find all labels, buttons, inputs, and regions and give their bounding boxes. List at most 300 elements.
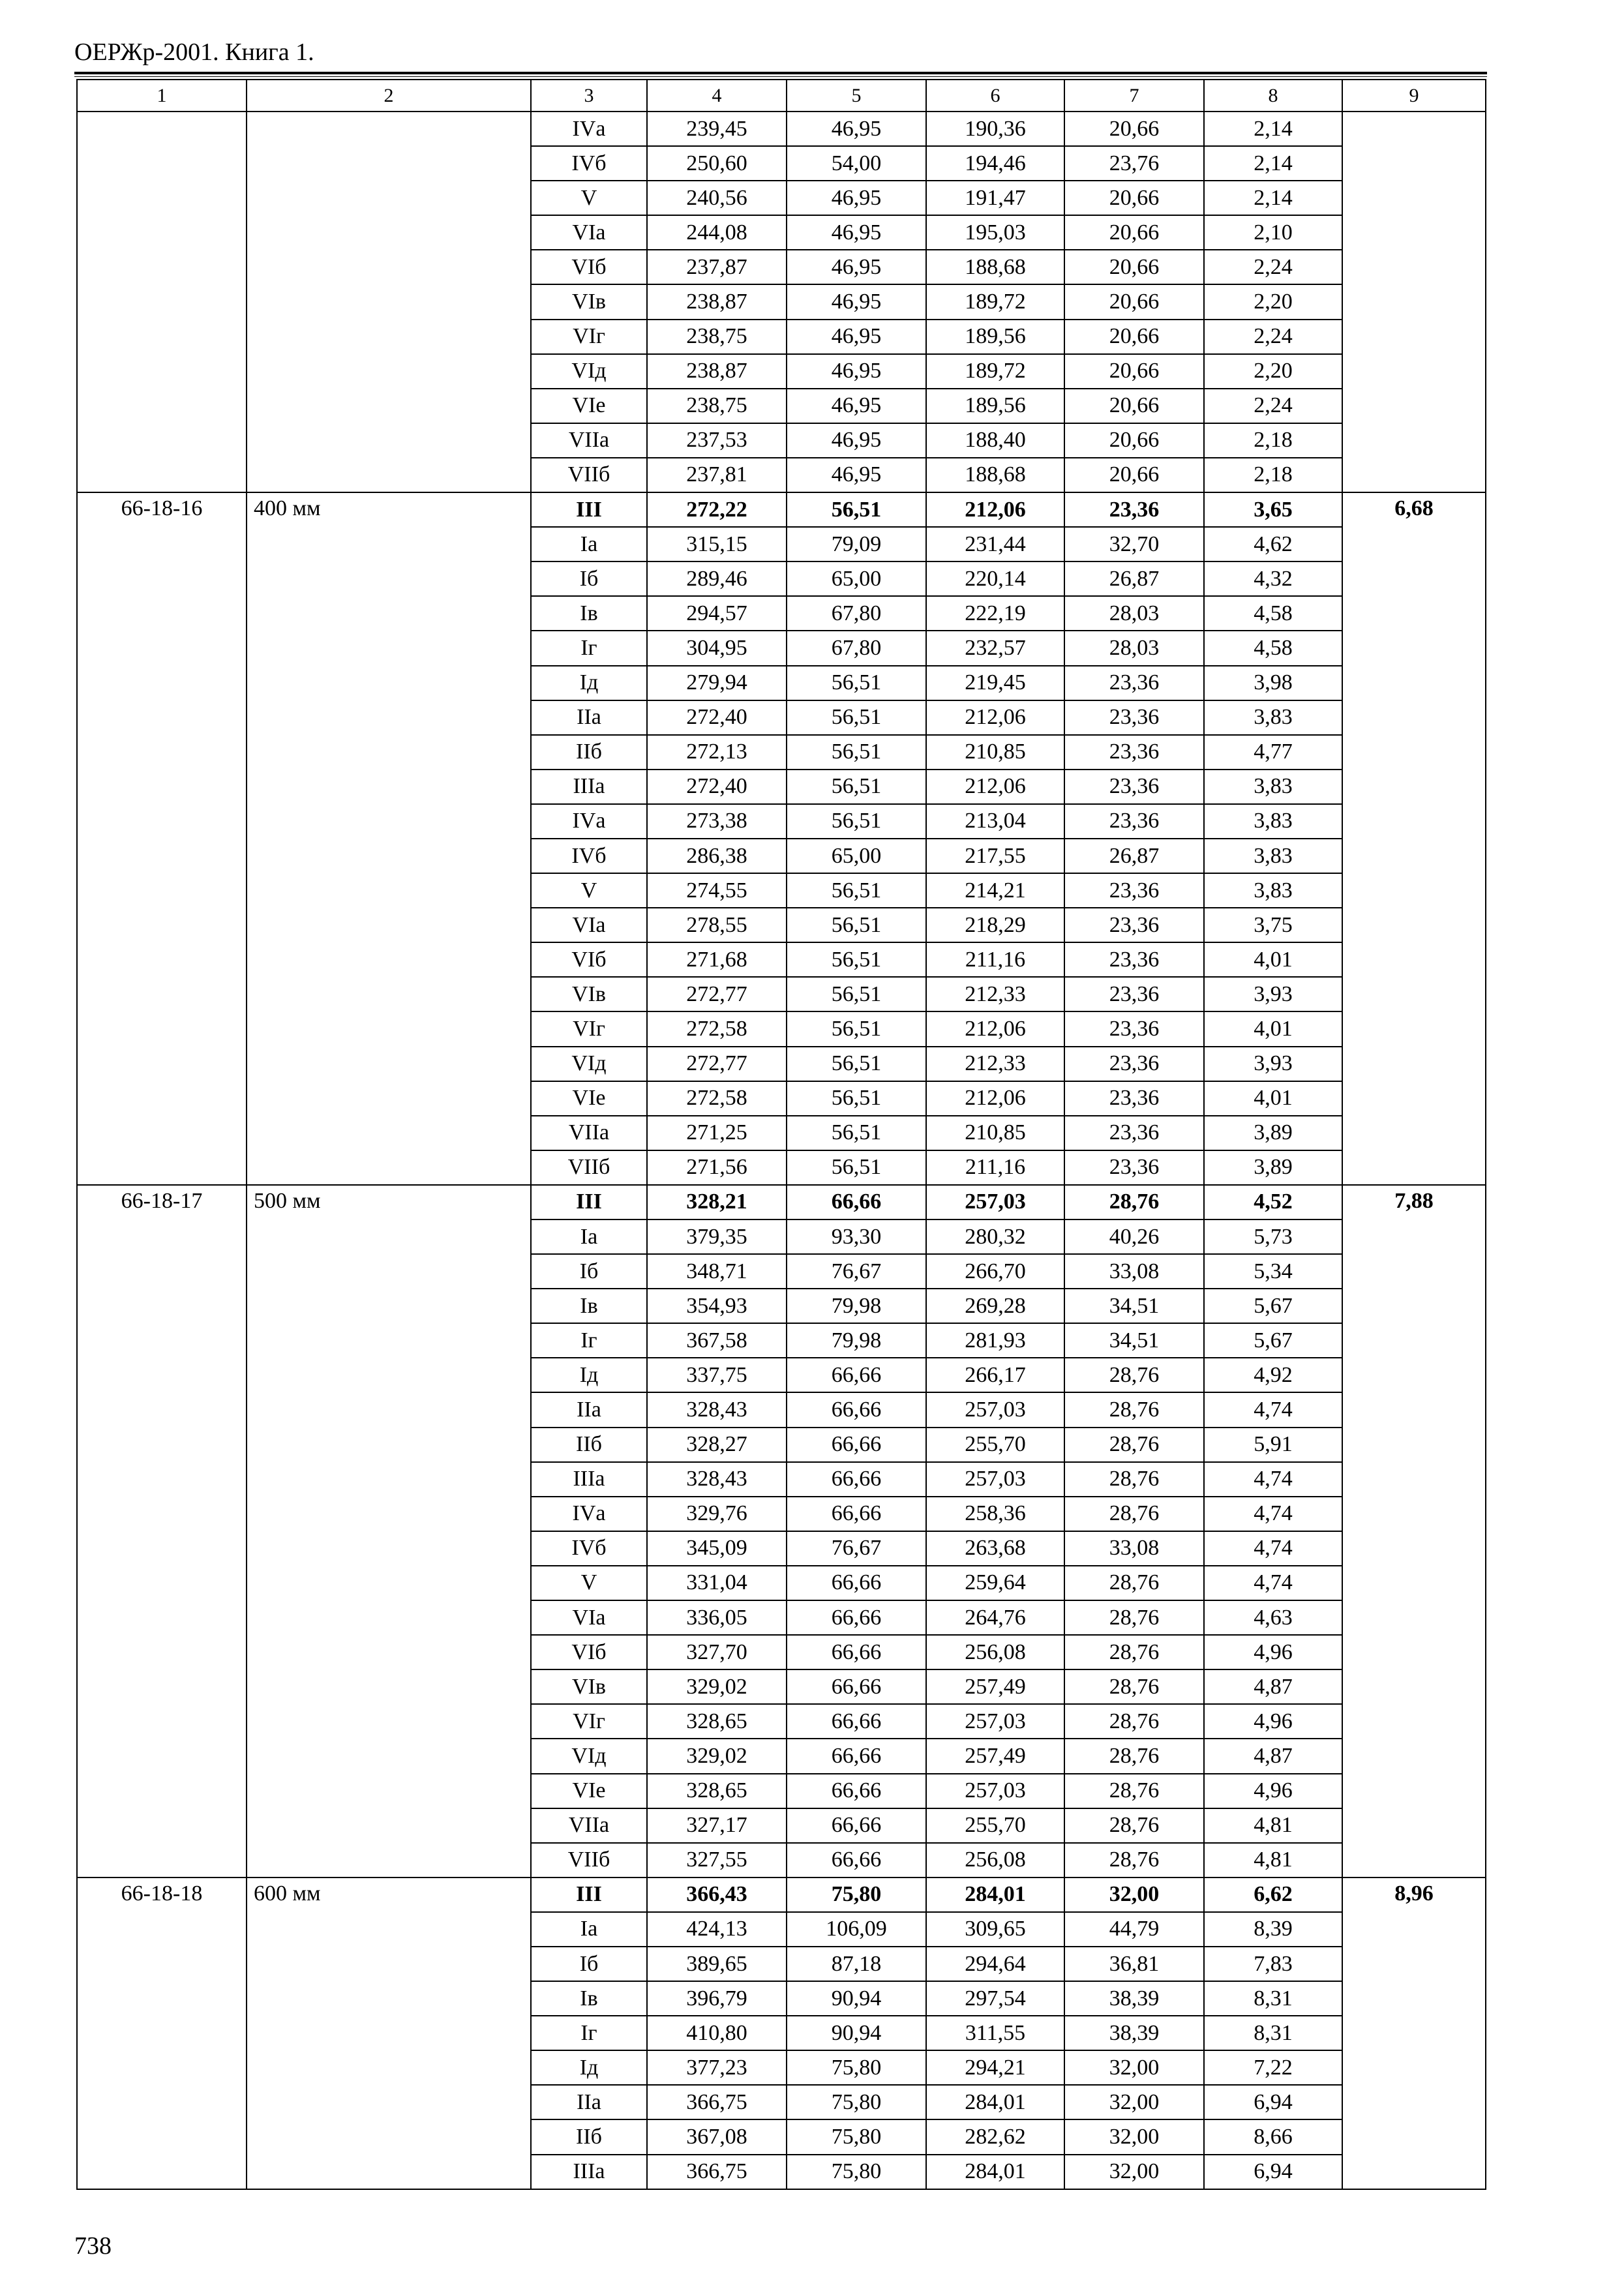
value-cell: 4,77 <box>1204 735 1342 770</box>
table-row <box>77 1878 1486 1912</box>
value-cell: 28,76 <box>1064 1392 1204 1427</box>
zone-cell: IVб <box>531 1531 647 1566</box>
value-cell: 3,65 <box>1204 492 1342 527</box>
value-cell: 20,66 <box>1064 458 1204 492</box>
value-cell: 327,55 <box>647 1843 787 1878</box>
zone-cell: Iа <box>531 1912 647 1947</box>
value-cell: 56,51 <box>787 770 926 804</box>
value-cell: 189,72 <box>926 284 1064 319</box>
value-cell: 212,06 <box>926 1081 1064 1116</box>
value-cell: 238,87 <box>647 354 787 389</box>
value-cell: 211,16 <box>926 1150 1064 1185</box>
value-cell: 366,43 <box>647 1878 787 1912</box>
value-cell: 32,00 <box>1064 2085 1204 2119</box>
value-cell: 188,68 <box>926 250 1064 284</box>
value-cell: 366,75 <box>647 2155 787 2189</box>
value-cell: 34,51 <box>1064 1289 1204 1323</box>
value-cell: 211,16 <box>926 942 1064 977</box>
value-cell: 8,66 <box>1204 2119 1342 2154</box>
value-cell: 67,80 <box>787 631 926 665</box>
value-cell: 93,30 <box>787 1219 926 1254</box>
value-cell: 28,76 <box>1064 1704 1204 1739</box>
value-cell: 20,66 <box>1064 423 1204 458</box>
value-cell: 8,39 <box>1204 1912 1342 1947</box>
value-cell: 294,21 <box>926 2050 1064 2085</box>
zone-cell: Iб <box>531 1947 647 1981</box>
value-cell: 272,58 <box>647 1011 787 1046</box>
value-cell: 8,31 <box>1204 1981 1342 2016</box>
value-cell: 20,66 <box>1064 354 1204 389</box>
zone-cell: VIб <box>531 942 647 977</box>
value-cell: 272,22 <box>647 492 787 527</box>
value-cell: 297,54 <box>926 1981 1064 2016</box>
value-cell: 2,14 <box>1204 146 1342 181</box>
zone-cell: IVа <box>531 112 647 146</box>
value-cell: 237,53 <box>647 423 787 458</box>
value-cell: 2,14 <box>1204 181 1342 215</box>
value-cell: 257,03 <box>926 1392 1064 1427</box>
value-cell: 4,01 <box>1204 1081 1342 1116</box>
zone-cell: Iб <box>531 1254 647 1289</box>
zone-cell: IIIа <box>531 770 647 804</box>
header-rule-thick <box>74 72 1487 74</box>
value-cell: 213,04 <box>926 804 1064 839</box>
value-cell: 255,70 <box>926 1428 1064 1462</box>
value-cell: 2,24 <box>1204 389 1342 423</box>
value-cell: 32,00 <box>1064 2050 1204 2085</box>
value-cell: 194,46 <box>926 146 1064 181</box>
value-cell: 66,66 <box>787 1808 926 1843</box>
value-cell: 273,38 <box>647 804 787 839</box>
value-cell: 327,17 <box>647 1808 787 1843</box>
value-cell: 210,85 <box>926 735 1064 770</box>
value-cell: 26,87 <box>1064 839 1204 873</box>
value-cell: 2,18 <box>1204 458 1342 492</box>
zone-cell: VIв <box>531 977 647 1011</box>
value-cell: 4,74 <box>1204 1566 1342 1600</box>
value-cell: 38,39 <box>1064 2016 1204 2050</box>
value-cell: 2,24 <box>1204 320 1342 354</box>
value-cell: 6,94 <box>1204 2085 1342 2119</box>
zone-cell: V <box>531 1566 647 1600</box>
value-cell: 284,01 <box>926 1878 1064 1912</box>
value-cell: 46,95 <box>787 389 926 423</box>
value-cell: 263,68 <box>926 1531 1064 1566</box>
value-cell: 189,72 <box>926 354 1064 389</box>
zone-cell: IIа <box>531 1392 647 1427</box>
value-cell: 79,98 <box>787 1323 926 1358</box>
value-cell: 189,56 <box>926 389 1064 423</box>
value-cell: 2,18 <box>1204 423 1342 458</box>
column-number: 1 <box>77 80 247 112</box>
value-cell: 3,83 <box>1204 839 1342 873</box>
column-number: 8 <box>1204 80 1342 112</box>
value-cell: 4,52 <box>1204 1185 1342 1219</box>
value-cell: 195,03 <box>926 215 1064 250</box>
rate-name <box>247 112 531 492</box>
value-cell: 2,24 <box>1204 250 1342 284</box>
value-cell: 294,64 <box>926 1947 1064 1981</box>
zone-cell: IVа <box>531 804 647 839</box>
labor-total: 8,96 <box>1342 1878 1486 2189</box>
value-cell: 28,76 <box>1064 1566 1204 1600</box>
value-cell: 4,81 <box>1204 1808 1342 1843</box>
value-cell: 7,22 <box>1204 2050 1342 2085</box>
value-cell: 4,81 <box>1204 1843 1342 1878</box>
value-cell: 2,14 <box>1204 112 1342 146</box>
value-cell: 4,96 <box>1204 1774 1342 1808</box>
table-row <box>77 112 1486 146</box>
column-number: 3 <box>531 80 647 112</box>
value-cell: 66,66 <box>787 1843 926 1878</box>
value-cell: 232,57 <box>926 631 1064 665</box>
zone-cell: IIб <box>531 1428 647 1462</box>
value-cell: 222,19 <box>926 596 1064 631</box>
rate-code <box>77 112 247 492</box>
value-cell: 28,76 <box>1064 1774 1204 1808</box>
value-cell: 257,03 <box>926 1704 1064 1739</box>
value-cell: 4,96 <box>1204 1635 1342 1669</box>
value-cell: 239,45 <box>647 112 787 146</box>
value-cell: 328,65 <box>647 1774 787 1808</box>
value-cell: 75,80 <box>787 2155 926 2189</box>
value-cell: 189,56 <box>926 320 1064 354</box>
value-cell: 3,83 <box>1204 804 1342 839</box>
value-cell: 337,75 <box>647 1358 787 1392</box>
value-cell: 23,36 <box>1064 666 1204 700</box>
value-cell: 23,36 <box>1064 735 1204 770</box>
column-number-row <box>77 80 1486 112</box>
rate-name: 400 мм <box>247 492 531 1185</box>
value-cell: 28,03 <box>1064 631 1204 665</box>
value-cell: 28,76 <box>1064 1843 1204 1878</box>
value-cell: 284,01 <box>926 2085 1064 2119</box>
value-cell: 219,45 <box>926 666 1064 700</box>
value-cell: 238,75 <box>647 389 787 423</box>
value-cell: 23,36 <box>1064 1047 1204 1081</box>
value-cell: 23,36 <box>1064 1150 1204 1185</box>
value-cell: 220,14 <box>926 561 1064 596</box>
value-cell: 309,65 <box>926 1912 1064 1947</box>
rate-code: 66-18-17 <box>77 1185 247 1878</box>
zone-cell: VIе <box>531 1774 647 1808</box>
value-cell: 20,66 <box>1064 250 1204 284</box>
labor-total: 7,88 <box>1342 1185 1486 1878</box>
value-cell: 286,38 <box>647 839 787 873</box>
value-cell: 328,27 <box>647 1428 787 1462</box>
value-cell: 56,51 <box>787 977 926 1011</box>
zone-cell: Iа <box>531 527 647 561</box>
value-cell: 4,74 <box>1204 1531 1342 1566</box>
zone-cell: VIд <box>531 1047 647 1081</box>
value-cell: 56,51 <box>787 700 926 735</box>
value-cell: 46,95 <box>787 284 926 319</box>
value-cell: 56,51 <box>787 804 926 839</box>
value-cell: 56,51 <box>787 1150 926 1185</box>
value-cell: 46,95 <box>787 320 926 354</box>
zone-cell: Iг <box>531 631 647 665</box>
zone-cell: IIIа <box>531 2155 647 2189</box>
rates-table <box>76 79 1486 2190</box>
labor-total: 6,68 <box>1342 492 1486 1185</box>
value-cell: 33,08 <box>1064 1531 1204 1566</box>
value-cell: 23,36 <box>1064 770 1204 804</box>
value-cell: 328,43 <box>647 1392 787 1427</box>
column-number: 4 <box>647 80 787 112</box>
zone-cell: IIа <box>531 2085 647 2119</box>
value-cell: 56,51 <box>787 908 926 942</box>
zone-cell: IVа <box>531 1497 647 1531</box>
value-cell: 66,66 <box>787 1392 926 1427</box>
value-cell: 379,35 <box>647 1219 787 1254</box>
zone-cell: VIIа <box>531 1116 647 1150</box>
zone-cell: III <box>531 1878 647 1912</box>
value-cell: 4,63 <box>1204 1600 1342 1635</box>
value-cell: 79,09 <box>787 527 926 561</box>
value-cell: 3,83 <box>1204 770 1342 804</box>
zone-cell: VIа <box>531 908 647 942</box>
value-cell: 46,95 <box>787 354 926 389</box>
value-cell: 20,66 <box>1064 181 1204 215</box>
value-cell: 67,80 <box>787 596 926 631</box>
value-cell: 66,66 <box>787 1428 926 1462</box>
value-cell: 23,76 <box>1064 146 1204 181</box>
zone-cell: Iд <box>531 1358 647 1392</box>
zone-cell: VIв <box>531 284 647 319</box>
value-cell: 2,20 <box>1204 354 1342 389</box>
value-cell: 272,77 <box>647 977 787 1011</box>
zone-cell: V <box>531 873 647 908</box>
value-cell: 257,03 <box>926 1462 1064 1497</box>
value-cell: 328,65 <box>647 1704 787 1739</box>
value-cell: 76,67 <box>787 1531 926 1566</box>
value-cell: 5,67 <box>1204 1289 1342 1323</box>
zone-cell: VIа <box>531 215 647 250</box>
value-cell: 28,76 <box>1064 1462 1204 1497</box>
value-cell: 304,95 <box>647 631 787 665</box>
value-cell: 66,66 <box>787 1497 926 1531</box>
value-cell: 4,74 <box>1204 1462 1342 1497</box>
value-cell: 3,98 <box>1204 666 1342 700</box>
value-cell: 8,31 <box>1204 2016 1342 2050</box>
value-cell: 75,80 <box>787 1878 926 1912</box>
value-cell: 23,36 <box>1064 1011 1204 1046</box>
value-cell: 20,66 <box>1064 389 1204 423</box>
value-cell: 272,40 <box>647 770 787 804</box>
zone-cell: III <box>531 492 647 527</box>
value-cell: 188,68 <box>926 458 1064 492</box>
value-cell: 3,93 <box>1204 1047 1342 1081</box>
value-cell: 272,58 <box>647 1081 787 1116</box>
rate-code: 66-18-16 <box>77 492 247 1185</box>
value-cell: 66,66 <box>787 1462 926 1497</box>
value-cell: 315,15 <box>647 527 787 561</box>
value-cell: 46,95 <box>787 458 926 492</box>
value-cell: 329,76 <box>647 1497 787 1531</box>
value-cell: 32,70 <box>1064 527 1204 561</box>
zone-cell: VIб <box>531 250 647 284</box>
value-cell: 212,06 <box>926 492 1064 527</box>
value-cell: 4,74 <box>1204 1392 1342 1427</box>
value-cell: 46,95 <box>787 181 926 215</box>
value-cell: 329,02 <box>647 1739 787 1773</box>
value-cell: 23,36 <box>1064 492 1204 527</box>
value-cell: 90,94 <box>787 1981 926 2016</box>
value-cell: 257,49 <box>926 1739 1064 1773</box>
value-cell: 23,36 <box>1064 700 1204 735</box>
value-cell: 4,58 <box>1204 596 1342 631</box>
value-cell: 4,87 <box>1204 1669 1342 1704</box>
value-cell: 4,96 <box>1204 1704 1342 1739</box>
value-cell: 272,77 <box>647 1047 787 1081</box>
zone-cell: VIIа <box>531 1808 647 1843</box>
zone-cell: VIд <box>531 1739 647 1773</box>
value-cell: 336,05 <box>647 1600 787 1635</box>
value-cell: 3,83 <box>1204 700 1342 735</box>
zone-cell: VIIб <box>531 458 647 492</box>
value-cell: 28,76 <box>1064 1185 1204 1219</box>
value-cell: 257,49 <box>926 1669 1064 1704</box>
zone-cell: VIа <box>531 1600 647 1635</box>
zone-cell: VIIб <box>531 1150 647 1185</box>
value-cell: 56,51 <box>787 735 926 770</box>
column-number: 6 <box>926 80 1064 112</box>
value-cell: 34,51 <box>1064 1323 1204 1358</box>
value-cell: 348,71 <box>647 1254 787 1289</box>
value-cell: 33,08 <box>1064 1254 1204 1289</box>
value-cell: 396,79 <box>647 1981 787 2016</box>
value-cell: 66,66 <box>787 1185 926 1219</box>
value-cell: 46,95 <box>787 215 926 250</box>
value-cell: 238,87 <box>647 284 787 319</box>
value-cell: 188,40 <box>926 423 1064 458</box>
value-cell: 327,70 <box>647 1635 787 1669</box>
value-cell: 6,62 <box>1204 1878 1342 1912</box>
value-cell: 256,08 <box>926 1843 1064 1878</box>
value-cell: 40,26 <box>1064 1219 1204 1254</box>
value-cell: 20,66 <box>1064 320 1204 354</box>
value-cell: 56,51 <box>787 1047 926 1081</box>
value-cell: 269,28 <box>926 1289 1064 1323</box>
value-cell: 278,55 <box>647 908 787 942</box>
zone-cell: VIIа <box>531 423 647 458</box>
value-cell: 66,66 <box>787 1774 926 1808</box>
value-cell: 190,36 <box>926 112 1064 146</box>
zone-cell: V <box>531 181 647 215</box>
value-cell: 279,94 <box>647 666 787 700</box>
value-cell: 4,62 <box>1204 527 1342 561</box>
value-cell: 46,95 <box>787 112 926 146</box>
value-cell: 4,74 <box>1204 1497 1342 1531</box>
zone-cell: Iв <box>531 1289 647 1323</box>
zone-cell: IIб <box>531 735 647 770</box>
value-cell: 272,13 <box>647 735 787 770</box>
column-number: 7 <box>1064 80 1204 112</box>
column-number: 5 <box>787 80 926 112</box>
value-cell: 46,95 <box>787 250 926 284</box>
value-cell: 23,36 <box>1064 942 1204 977</box>
value-cell: 36,81 <box>1064 1947 1204 1981</box>
value-cell: 6,94 <box>1204 2155 1342 2189</box>
value-cell: 79,98 <box>787 1289 926 1323</box>
value-cell: 354,93 <box>647 1289 787 1323</box>
value-cell: 5,34 <box>1204 1254 1342 1289</box>
value-cell: 212,06 <box>926 1011 1064 1046</box>
value-cell: 366,75 <box>647 2085 787 2119</box>
value-cell: 212,06 <box>926 770 1064 804</box>
value-cell: 66,66 <box>787 1635 926 1669</box>
value-cell: 257,03 <box>926 1185 1064 1219</box>
zone-cell: Iв <box>531 1981 647 2016</box>
value-cell: 3,75 <box>1204 908 1342 942</box>
value-cell: 4,87 <box>1204 1739 1342 1773</box>
value-cell: 367,08 <box>647 2119 787 2154</box>
value-cell: 4,01 <box>1204 942 1342 977</box>
value-cell: 66,66 <box>787 1600 926 1635</box>
value-cell: 28,76 <box>1064 1428 1204 1462</box>
zone-cell: VIд <box>531 354 647 389</box>
value-cell: 4,92 <box>1204 1358 1342 1392</box>
zone-cell: Iд <box>531 2050 647 2085</box>
zone-cell: IIб <box>531 2119 647 2154</box>
zone-cell: III <box>531 1185 647 1219</box>
value-cell: 4,58 <box>1204 631 1342 665</box>
value-cell: 238,75 <box>647 320 787 354</box>
page-header: ОЕРЖр-2001. Книга 1. <box>74 38 314 66</box>
value-cell: 240,56 <box>647 181 787 215</box>
value-cell: 26,87 <box>1064 561 1204 596</box>
value-cell: 7,83 <box>1204 1947 1342 1981</box>
value-cell: 28,76 <box>1064 1497 1204 1531</box>
value-cell: 56,51 <box>787 1116 926 1150</box>
value-cell: 46,95 <box>787 423 926 458</box>
zone-cell: Iд <box>531 666 647 700</box>
value-cell: 23,36 <box>1064 804 1204 839</box>
value-cell: 3,83 <box>1204 873 1342 908</box>
value-cell: 65,00 <box>787 839 926 873</box>
zone-cell: VIе <box>531 389 647 423</box>
value-cell: 75,80 <box>787 2085 926 2119</box>
value-cell: 32,00 <box>1064 2155 1204 2189</box>
value-cell: 367,58 <box>647 1323 787 1358</box>
value-cell: 75,80 <box>787 2050 926 2085</box>
value-cell: 212,06 <box>926 700 1064 735</box>
zone-cell: IIа <box>531 700 647 735</box>
zone-cell: IVб <box>531 839 647 873</box>
value-cell: 90,94 <box>787 2016 926 2050</box>
value-cell: 410,80 <box>647 2016 787 2050</box>
value-cell: 75,80 <box>787 2119 926 2154</box>
zone-cell: VIIб <box>531 1843 647 1878</box>
value-cell: 266,70 <box>926 1254 1064 1289</box>
value-cell: 217,55 <box>926 839 1064 873</box>
value-cell: 4,32 <box>1204 561 1342 596</box>
table-row <box>77 1185 1486 1219</box>
value-cell: 106,09 <box>787 1912 926 1947</box>
column-number: 9 <box>1342 80 1486 112</box>
value-cell: 311,55 <box>926 2016 1064 2050</box>
value-cell: 3,89 <box>1204 1116 1342 1150</box>
zone-cell: Iг <box>531 1323 647 1358</box>
value-cell: 258,36 <box>926 1497 1064 1531</box>
value-cell: 20,66 <box>1064 215 1204 250</box>
value-cell: 377,23 <box>647 2050 787 2085</box>
value-cell: 5,91 <box>1204 1428 1342 1462</box>
value-cell: 28,76 <box>1064 1808 1204 1843</box>
value-cell: 23,36 <box>1064 1081 1204 1116</box>
value-cell: 66,66 <box>787 1566 926 1600</box>
value-cell: 331,04 <box>647 1566 787 1600</box>
